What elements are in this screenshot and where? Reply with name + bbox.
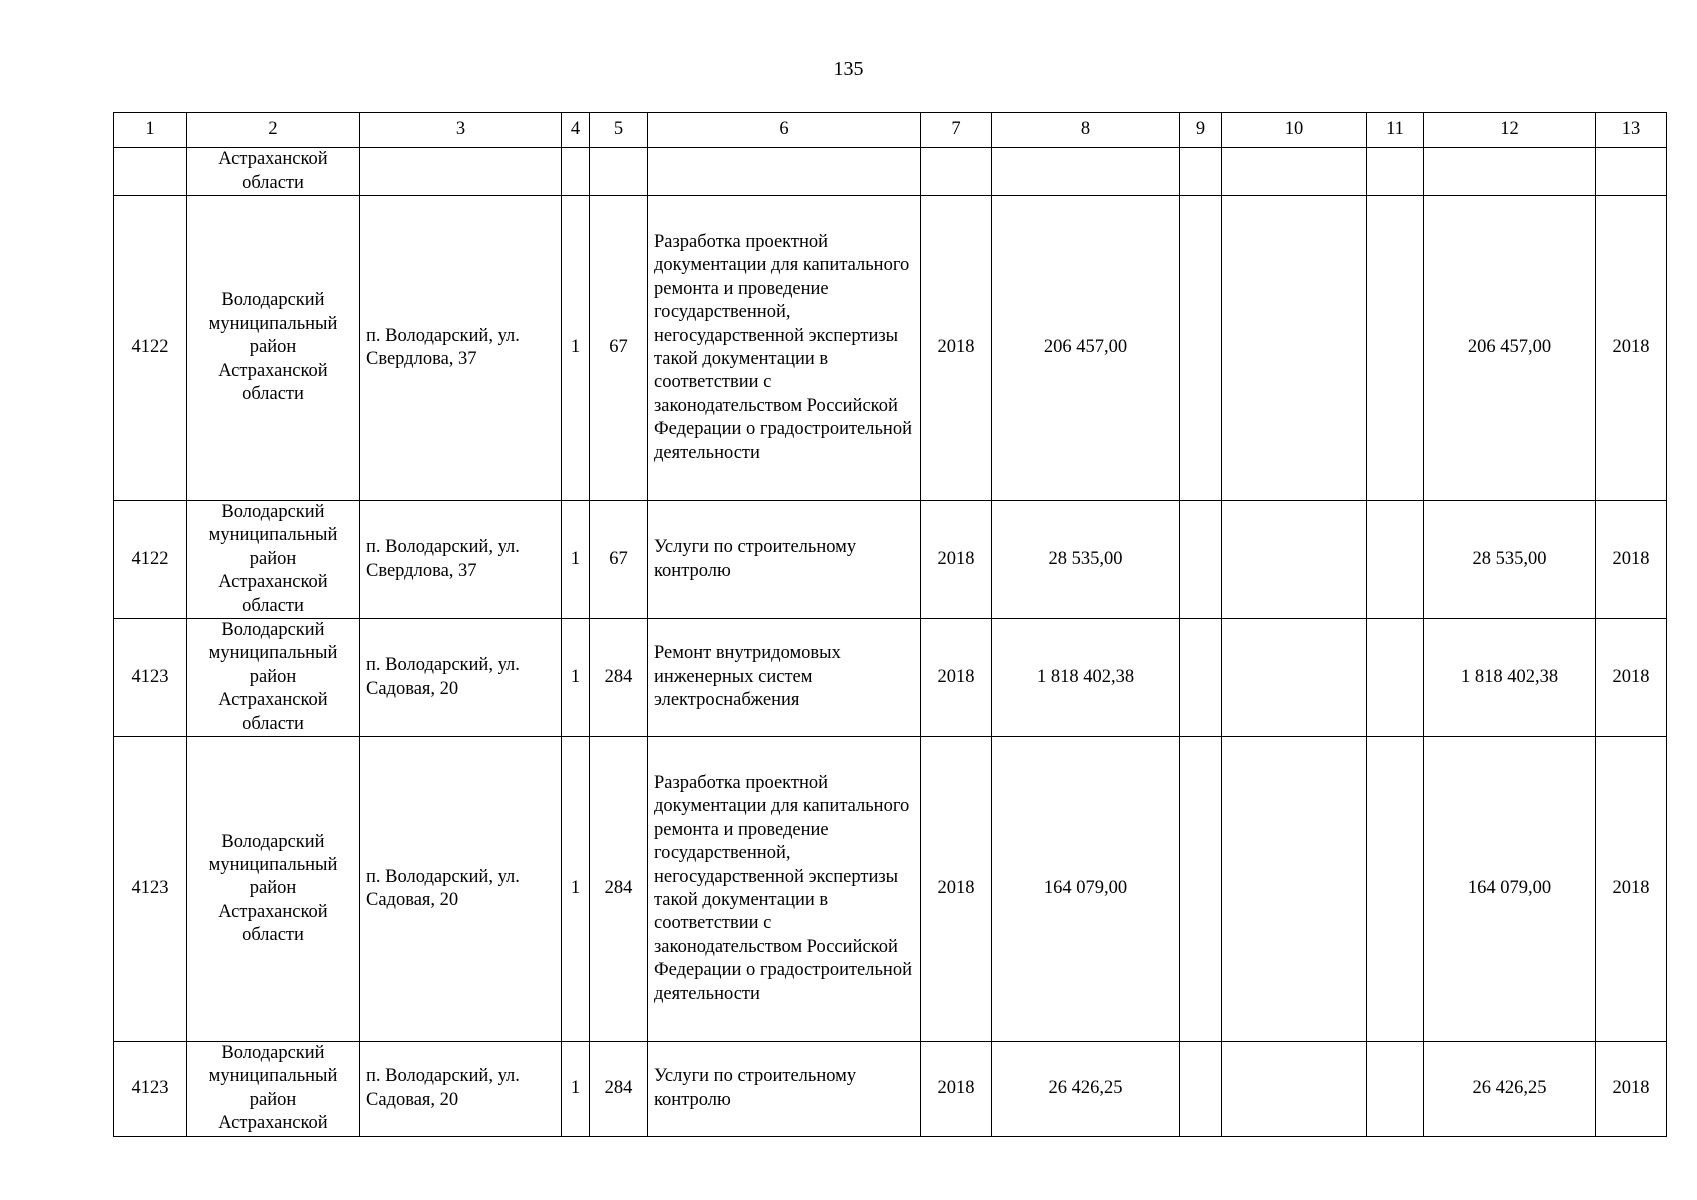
cell-col11 (1367, 619, 1424, 737)
cell-col5: 284 (590, 1042, 648, 1137)
cell-work-type: Услуги по строительному контролю (648, 501, 921, 619)
cell-col9 (1180, 196, 1222, 501)
cell-col4: 1 (562, 501, 590, 619)
header-cell: 4 (562, 113, 590, 148)
header-cell: 11 (1367, 113, 1424, 148)
cell-municipality: Володарский муниципальный район Астраханской области (187, 196, 360, 501)
cell-work-type (648, 148, 921, 196)
cell-col4: 1 (562, 1042, 590, 1137)
cell-col12: 164 079,00 (1424, 737, 1596, 1042)
table-row (114, 1042, 1667, 1137)
cell-col13: 2018 (1596, 501, 1667, 619)
cell-address (360, 148, 562, 196)
cell-col9 (1180, 737, 1222, 1042)
cell-col12: 1 818 402,38 (1424, 619, 1596, 737)
header-cell: 6 (648, 113, 921, 148)
cell-id: 4123 (114, 737, 187, 1042)
cell-municipality: Володарский муниципальный район Астраханской области (187, 737, 360, 1042)
cell-col4: 1 (562, 196, 590, 501)
cell-col12: 206 457,00 (1424, 196, 1596, 501)
cell-cost: 28 535,00 (992, 501, 1180, 619)
header-cell: 8 (992, 113, 1180, 148)
cell-col5: 284 (590, 737, 648, 1042)
cell-cost: 164 079,00 (992, 737, 1180, 1042)
cell-work-type: Ремонт внутридомовых инженерных систем электроснабжения (648, 619, 921, 737)
cell-col9 (1180, 501, 1222, 619)
table-row (114, 148, 1667, 196)
cell-col4: 1 (562, 737, 590, 1042)
cell-col10 (1222, 501, 1367, 619)
header-cell: 9 (1180, 113, 1222, 148)
cell-col13: 2018 (1596, 196, 1667, 501)
table-row (114, 501, 1667, 619)
cell-id: 4122 (114, 196, 187, 501)
cell-year: 2018 (921, 1042, 992, 1137)
cell-col4 (562, 148, 590, 196)
cell-id: 4122 (114, 501, 187, 619)
header-cell: 2 (187, 113, 360, 148)
cell-year: 2018 (921, 501, 992, 619)
cell-col11 (1367, 737, 1424, 1042)
header-cell: 3 (360, 113, 562, 148)
cell-col11 (1367, 196, 1424, 501)
table-row (114, 196, 1667, 501)
cell-col13: 2018 (1596, 619, 1667, 737)
header-cell: 12 (1424, 113, 1596, 148)
cell-col12 (1424, 148, 1596, 196)
cell-cost (992, 148, 1180, 196)
cell-col5: 67 (590, 501, 648, 619)
cell-year (921, 148, 992, 196)
cell-work-type: Разработка проектной документации для капитального ремонта и проведение государственной, негосударственной экспертизы такой документации в соответствии с законодательством Российской Федерации о градостроительной деятельности (648, 737, 921, 1042)
cell-address: п. Володарский, ул. Садовая, 20 (360, 619, 562, 737)
table-row (114, 619, 1667, 737)
page-number: 135 (833, 58, 864, 80)
cell-col11 (1367, 148, 1424, 196)
cell-col11 (1367, 1042, 1424, 1137)
cell-id (114, 148, 187, 196)
cell-address: п. Володарский, ул. Свердлова, 37 (360, 501, 562, 619)
cell-col5: 67 (590, 196, 648, 501)
cell-col12: 26 426,25 (1424, 1042, 1596, 1137)
cell-col5: 284 (590, 619, 648, 737)
cell-year: 2018 (921, 196, 992, 501)
header-cell: 7 (921, 113, 992, 148)
cell-col9 (1180, 148, 1222, 196)
cell-col5 (590, 148, 648, 196)
cell-cost: 26 426,25 (992, 1042, 1180, 1137)
cell-col10 (1222, 619, 1367, 737)
header-row (114, 113, 1667, 148)
cell-cost: 206 457,00 (992, 196, 1180, 501)
cell-col10 (1222, 148, 1367, 196)
cell-col10 (1222, 196, 1367, 501)
cell-cost: 1 818 402,38 (992, 619, 1180, 737)
cell-col10 (1222, 737, 1367, 1042)
cell-year: 2018 (921, 737, 992, 1042)
cell-col9 (1180, 619, 1222, 737)
cell-municipality: Астраханской области (187, 148, 360, 196)
cell-col12: 28 535,00 (1424, 501, 1596, 619)
cell-address: п. Володарский, ул. Свердлова, 37 (360, 196, 562, 501)
capital-repair-table (113, 112, 1667, 1137)
cell-col13: 2018 (1596, 737, 1667, 1042)
header-cell: 13 (1596, 113, 1667, 148)
table-row (114, 737, 1667, 1042)
cell-municipality: Володарский муниципальный район Астраханской (187, 1042, 360, 1137)
cell-col11 (1367, 501, 1424, 619)
cell-municipality: Володарский муниципальный район Астраханской области (187, 501, 360, 619)
cell-work-type: Услуги по строительному контролю (648, 1042, 921, 1137)
header-cell: 10 (1222, 113, 1367, 148)
cell-year: 2018 (921, 619, 992, 737)
cell-address: п. Володарский, ул. Садовая, 20 (360, 1042, 562, 1137)
header-cell: 1 (114, 113, 187, 148)
cell-col13: 2018 (1596, 1042, 1667, 1137)
cell-col9 (1180, 1042, 1222, 1137)
cell-col4: 1 (562, 619, 590, 737)
cell-col10 (1222, 1042, 1367, 1137)
header-cell: 5 (590, 113, 648, 148)
cell-municipality: Володарский муниципальный район Астраханской области (187, 619, 360, 737)
cell-id: 4123 (114, 619, 187, 737)
cell-address: п. Володарский, ул. Садовая, 20 (360, 737, 562, 1042)
cell-id: 4123 (114, 1042, 187, 1137)
cell-col13 (1596, 148, 1667, 196)
cell-work-type: Разработка проектной документации для капитального ремонта и проведение государственной, негосударственной экспертизы такой документации в соответствии с законодательством Российской Федерации о градостроительной деятельности (648, 196, 921, 501)
